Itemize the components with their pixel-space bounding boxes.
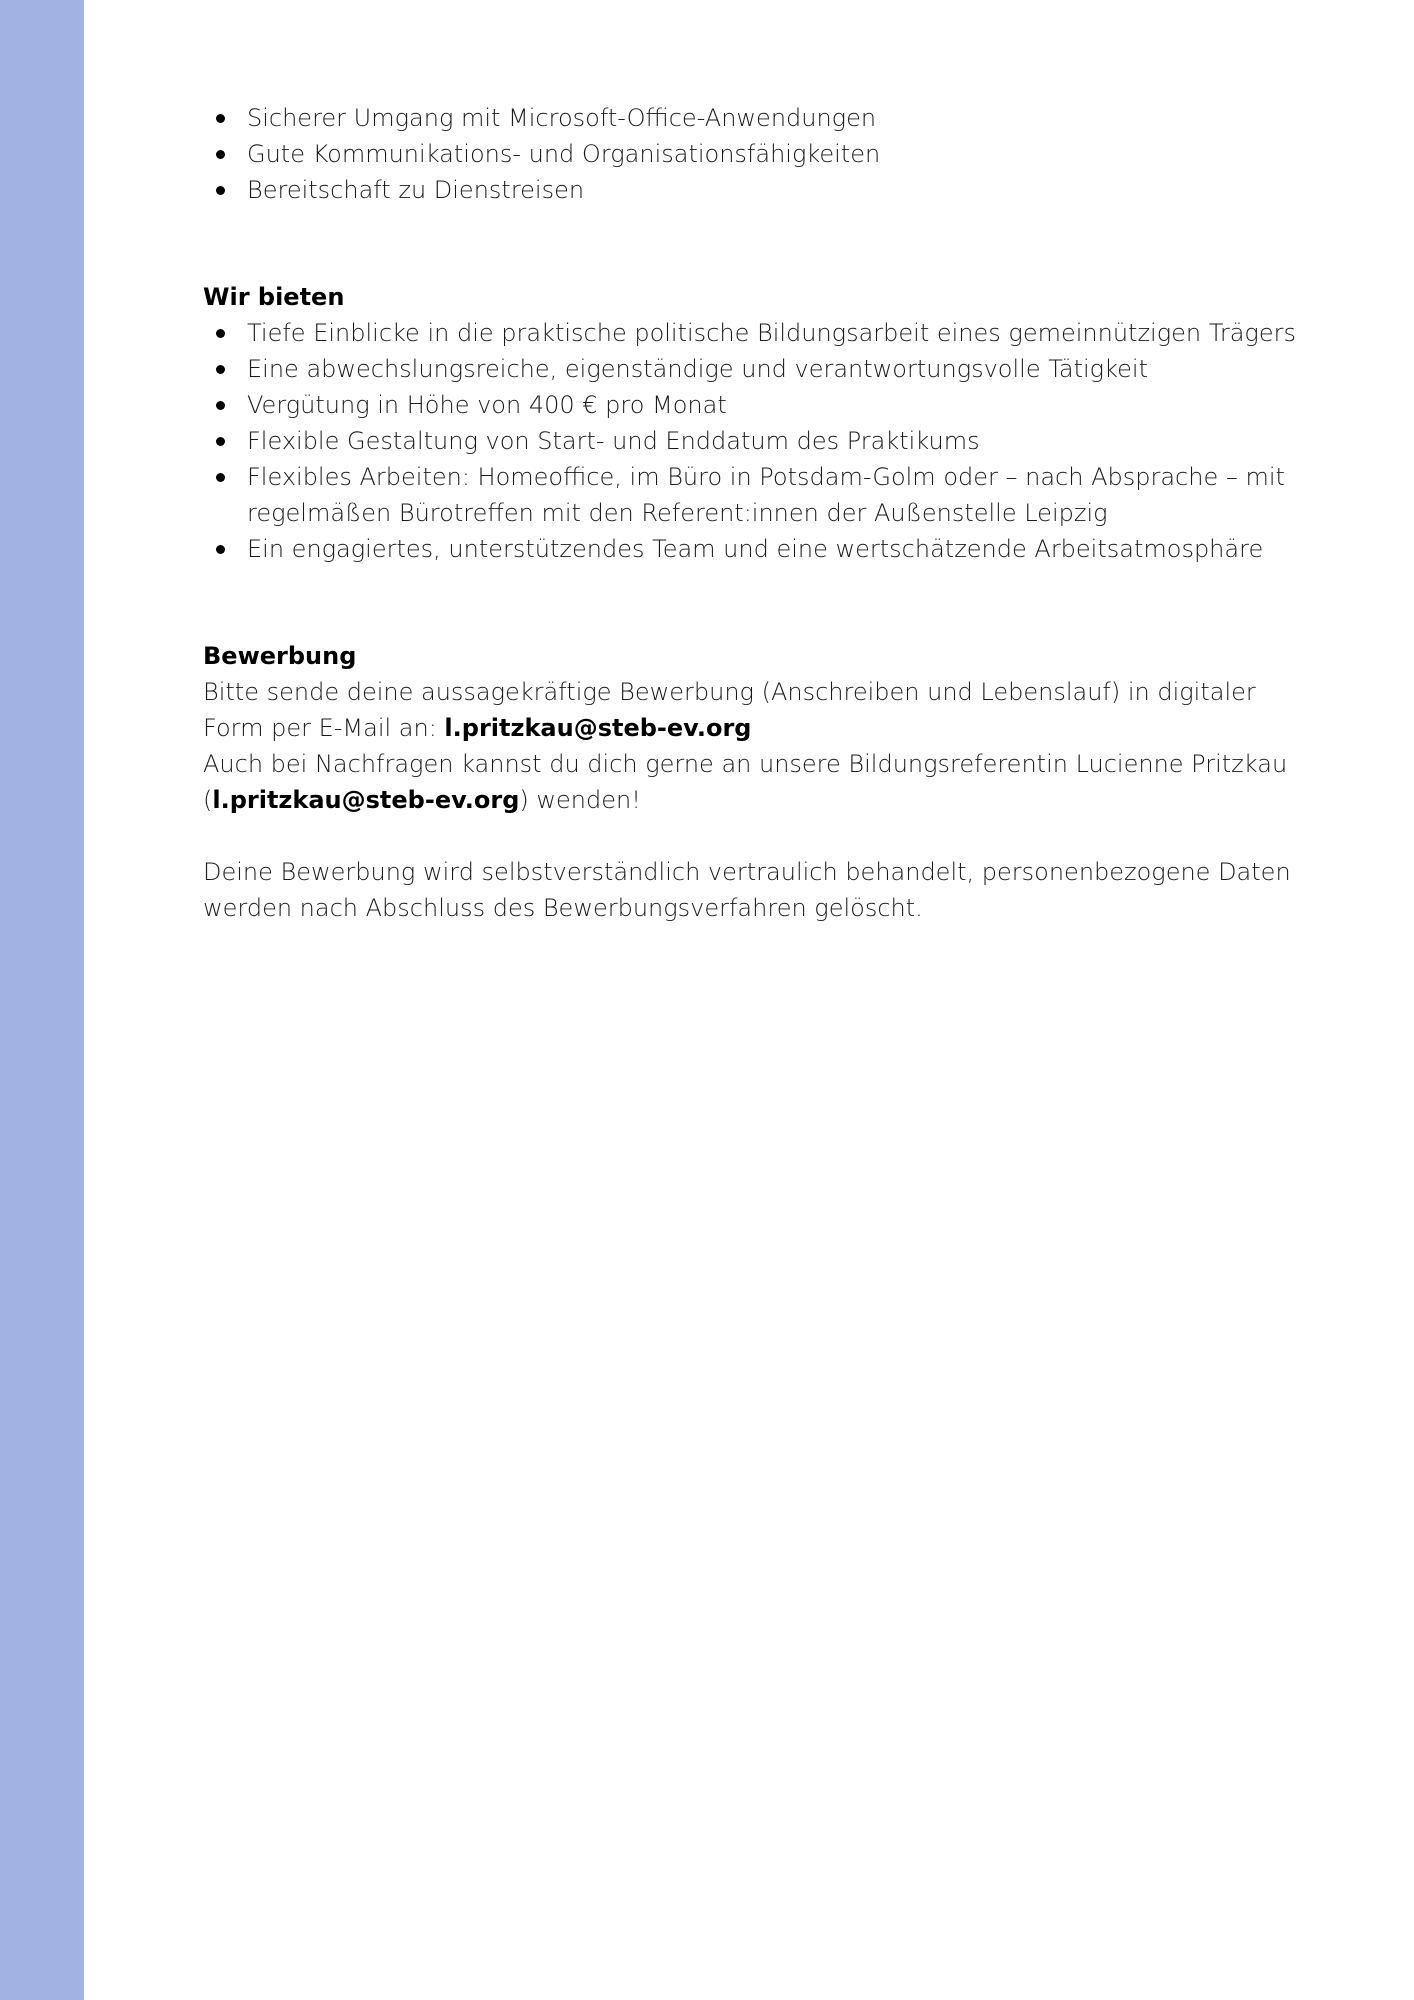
requirements-list <box>203 100 1323 208</box>
list-item: Tiefe Einblicke in die praktische politische Bildungsarbeit eines gemeinnützigen Trägers <box>203 315 1323 351</box>
offer-list <box>203 315 1323 567</box>
list-item: Flexibles Arbeiten: Homeoffice, im Büro in Potsdam-Golm oder – nach Absprache – mit regelmäßen Bürotreffen mit den Referent:innen der Außenstelle Leipzig <box>203 459 1323 531</box>
email-link[interactable]: l.pritzkau@steb-ev.org <box>212 786 520 814</box>
inquiry-text <box>203 746 1323 818</box>
list-item: Sicherer Umgang mit Microsoft-Office-Anwendungen <box>203 100 1323 136</box>
sidebar-accent-stripe <box>0 0 84 2000</box>
list-item: Gute Kommunikations- und Organisationsfähigkeiten <box>203 136 1323 172</box>
inquiry-text-start: Auch bei Nachfragen kannst du dich gerne an unsere Bildungsreferentin Lucienne Pritzkau ( <box>203 750 1288 814</box>
list-item: Eine abwechslungsreiche, eigenständige und verantwortungsvolle Tätigkeit <box>203 351 1323 387</box>
application-instructions <box>203 674 1323 746</box>
offer-heading: Wir bieten <box>203 283 345 311</box>
list-item: Bereitschaft zu Dienstreisen <box>203 172 1323 208</box>
inquiry-text-end: ) wenden! <box>519 786 641 814</box>
application-heading: Bewerbung <box>203 642 357 670</box>
document-content <box>203 100 1323 926</box>
email-link[interactable]: l.pritzkau@steb-ev.org <box>444 714 752 742</box>
application-section <box>203 638 1323 926</box>
application-text: Bitte sende deine aussagekräftige Bewerbung (Anschreiben und Lebenslauf) in digitaler Form per E-Mail an: <box>203 678 1256 742</box>
offer-section <box>203 279 1323 567</box>
list-item: Flexible Gestaltung von Start- und Enddatum des Praktikums <box>203 423 1323 459</box>
list-item: Vergütung in Höhe von 400 € pro Monat <box>203 387 1323 423</box>
privacy-note: Deine Bewerbung wird selbstverständlich vertraulich behandelt, personenbezogene Daten werden nach Abschluss des Bewerbungsverfahren gelöscht. <box>203 858 1291 922</box>
list-item: Ein engagiertes, unterstützendes Team und eine wertschätzende Arbeitsatmosphäre <box>203 531 1323 567</box>
